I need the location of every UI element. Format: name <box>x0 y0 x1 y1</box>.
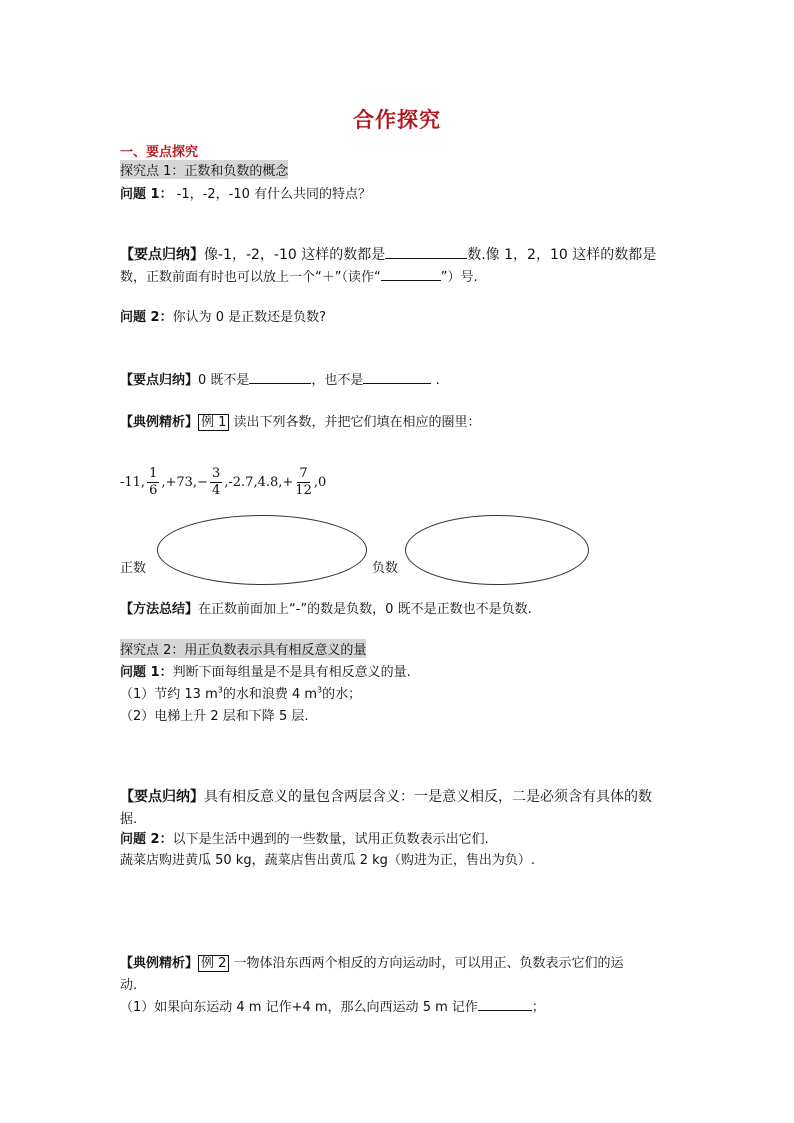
method-label: 【方法总结】 <box>120 602 199 617</box>
question-text: （1）如果向东运动 4 m 记作+4 m，那么向西运动 5 m 记作 <box>120 1000 478 1015</box>
summary-text: 数，正数前面有时也可以放上一个“＋”（读作“ <box>120 270 381 285</box>
summary-3-line1 <box>120 786 652 806</box>
answer-blank[interactable] <box>363 371 431 384</box>
answer-blank[interactable] <box>381 268 441 281</box>
example-tag: 例 2 <box>198 955 229 972</box>
question-1 <box>120 183 371 202</box>
summary-label: 【要点归纳】 <box>120 247 204 263</box>
question-text: 以下是生活中遇到的一些数量，试用正负数表示出它们. <box>172 832 489 847</box>
point2-question-1 <box>120 661 411 680</box>
question-label: 问题 1： <box>120 665 173 680</box>
number-item: ,-2.7,4.8, <box>224 474 283 490</box>
summary-label: 【要点归纳】 <box>120 373 199 388</box>
answer-blank[interactable] <box>478 998 532 1011</box>
negative-circle[interactable] <box>405 515 589 585</box>
example-1 <box>120 411 481 430</box>
point2-question-2 <box>120 828 489 847</box>
point2-heading: 探究点 2：用正负数表示具有相反意义的量 <box>120 639 366 658</box>
example-2-question-1 <box>120 996 545 1015</box>
question-text: 你认为 0 是正数还是负数? <box>172 310 327 325</box>
fraction <box>295 466 312 499</box>
positive-circle[interactable] <box>157 515 367 585</box>
negative-label: 负数 <box>372 561 399 576</box>
method-summary <box>120 598 532 617</box>
summary-text: ，也不是 <box>311 373 364 388</box>
point2-item-1 <box>120 683 361 702</box>
minus-sign: − <box>197 474 208 490</box>
number-item: ,0 <box>313 474 327 490</box>
summary-text: 像-1，-2，-10 这样的数都是 <box>204 247 386 263</box>
summary-label: 【要点归纳】 <box>120 789 204 805</box>
summary-text: ”）号. <box>440 270 478 285</box>
summary-text: 具有相反意义的量包含两层含义：一是意义相反，二是必须含有具体的数 <box>204 789 652 805</box>
section-heading: 一、要点探究 <box>120 145 199 160</box>
denominator: 6 <box>149 482 158 498</box>
example-2-line1 <box>120 952 624 971</box>
example-tag: 例 1 <box>198 414 229 431</box>
question-text: -1，-2，-10 有什么共同的特点？ <box>172 187 371 202</box>
fraction <box>147 466 159 499</box>
numerator: 1 <box>149 465 158 481</box>
point1-heading: 探究点 1：正数和负数的概念 <box>120 160 288 179</box>
page-title: 合作探究 <box>353 108 441 132</box>
number-item: -11, <box>120 474 146 490</box>
point2-item-2: （2）电梯上升 2 层和下降 5 层. <box>120 709 309 724</box>
positive-label: 正数 <box>120 561 147 576</box>
question-text: ； <box>531 1000 545 1015</box>
summary-text: 0 既不是 <box>198 373 250 388</box>
item-text: （1）节约 13 m <box>120 687 218 702</box>
summary-text: 数.像 1，2，10 这样的数都是 <box>467 247 657 263</box>
answer-blank[interactable] <box>249 371 311 384</box>
number-list <box>120 460 326 504</box>
numerator: 7 <box>299 465 308 481</box>
item-text: 的水； <box>322 687 362 702</box>
question-label: 问题 2： <box>120 310 173 325</box>
answer-blank[interactable] <box>385 246 467 259</box>
plus-sign: + <box>282 474 294 490</box>
question-2 <box>120 306 326 325</box>
summary-3-line2: 据. <box>120 812 138 827</box>
example-label: 【典例精析】 <box>120 415 199 430</box>
fraction <box>210 466 222 499</box>
item-text: 的水和浪费 4 m <box>222 687 318 702</box>
question-label: 问题 2： <box>120 832 173 847</box>
question-text: 判断下面每组量是不是具有相反意义的量. <box>172 665 411 680</box>
point2-question-2-detail: 蔬菜店购进黄瓜 50 kg，蔬菜店售出黄瓜 2 kg（购进为正，售出为负）. <box>120 853 536 868</box>
method-text: 在正数前面加上“-”的数是负数，0 既不是正数也不是负数. <box>198 602 532 617</box>
example-2-line2: 动. <box>120 978 138 993</box>
numerator: 3 <box>211 465 221 481</box>
superscript: 3 <box>217 685 223 695</box>
denominator: 4 <box>211 482 221 498</box>
example-label: 【典例精析】 <box>120 956 199 971</box>
example-text: 一物体沿东西两个相反的方向运动时，可以用正、负数表示它们的运 <box>229 956 624 971</box>
superscript: 3 <box>317 685 323 695</box>
summary-1-line1 <box>120 244 656 264</box>
summary-text: . <box>431 373 440 388</box>
summary-1-line2 <box>120 266 478 285</box>
question-label: 问题 1： <box>120 187 173 202</box>
summary-2 <box>120 369 440 388</box>
example-text: 读出下列各数，并把它们填在相应的圈里： <box>229 415 481 430</box>
denominator: 12 <box>295 482 312 498</box>
number-item: ,+73, <box>161 474 198 490</box>
